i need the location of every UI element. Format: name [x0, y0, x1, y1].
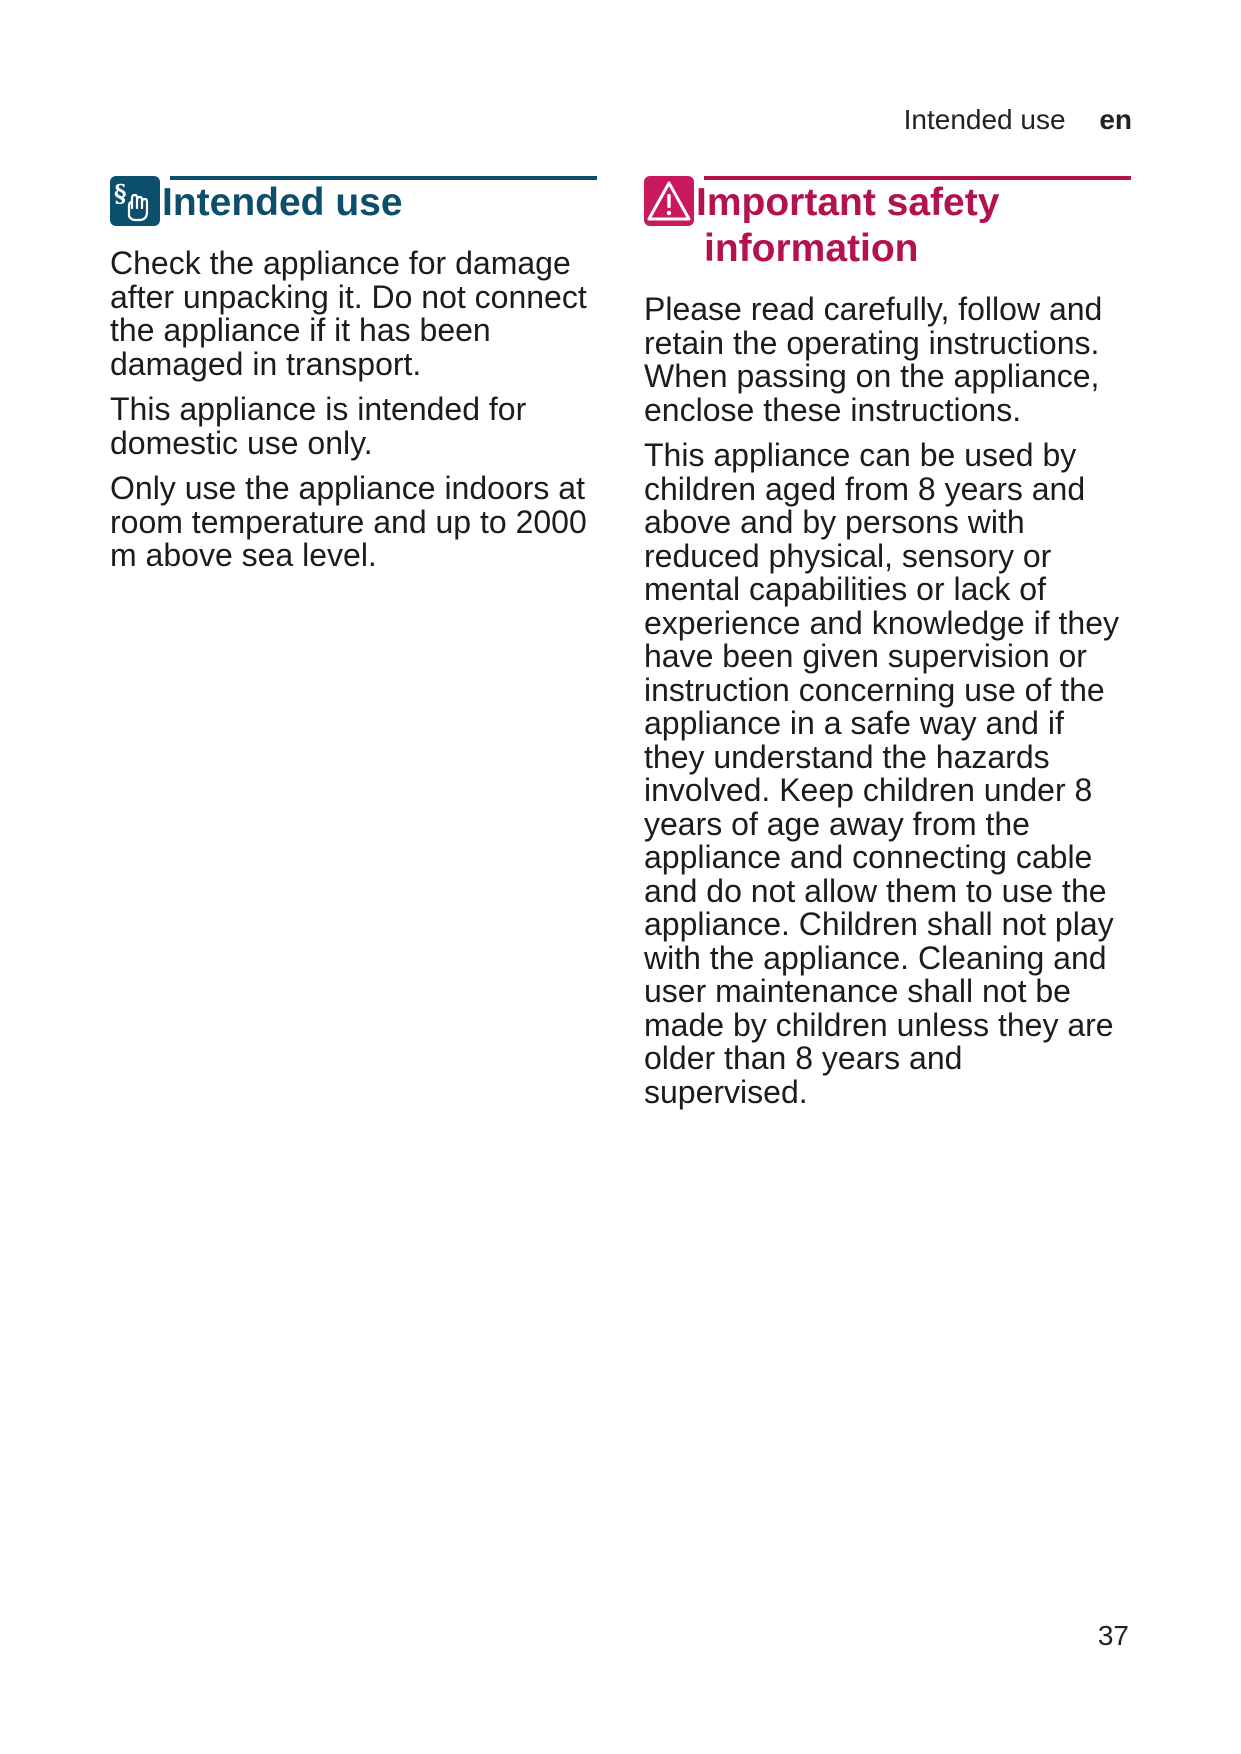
- heading-rule: [704, 176, 1131, 180]
- intended-use-heading: [110, 176, 597, 226]
- page-number: 37: [1097, 1620, 1129, 1651]
- svg-text:§: §: [114, 179, 127, 208]
- section-hand-icon: [110, 176, 160, 226]
- running-header-section: Intended use: [903, 104, 1066, 135]
- running-header: [904, 104, 1132, 136]
- intended-use-title: Intended use: [162, 181, 403, 224]
- paragraph: This appliance is intended for domestic use only.: [110, 391, 527, 461]
- safety-title: [696, 178, 1131, 272]
- paragraph: Check the appliance for damage after unpacking it. Do not connect the appliance if it has been damaged in transport.: [110, 245, 587, 382]
- paragraph: Only use the appliance indoors at room temperature and up to 2000 m above sea level.: [110, 470, 587, 573]
- safety-information-section: [644, 176, 1131, 1121]
- running-header-language: en: [1099, 104, 1132, 135]
- safety-title-line1: Important safety: [696, 181, 1000, 224]
- heading-rule: [170, 176, 597, 180]
- paragraph: This appliance can be used by children aged from 8 years and above and by persons with reduced physical, sensory or mental capabilities or lack of experience and knowledge if they have been given supervision or instruction concerning use of the appliance in a safe way and if they understand the hazards involved. Keep children under 8 years of age away from the appliance and connecting cable and do not allow them to use the appliance. Children shall not play with the appliance. Cleaning and user maintenance shall not be made by children unless they are older than 8 years and supervised.: [644, 437, 1119, 1110]
- safety-heading: [644, 176, 1131, 272]
- paragraph: Please read carefully, follow and retain the operating instructions. When passing on the appliance, enclose these instructions.: [644, 291, 1103, 428]
- intended-use-section: [110, 176, 597, 585]
- safety-body: [644, 293, 1131, 1109]
- warning-triangle-icon: [644, 176, 694, 226]
- intended-use-body: [110, 247, 597, 573]
- safety-title-line2: information: [704, 227, 919, 270]
